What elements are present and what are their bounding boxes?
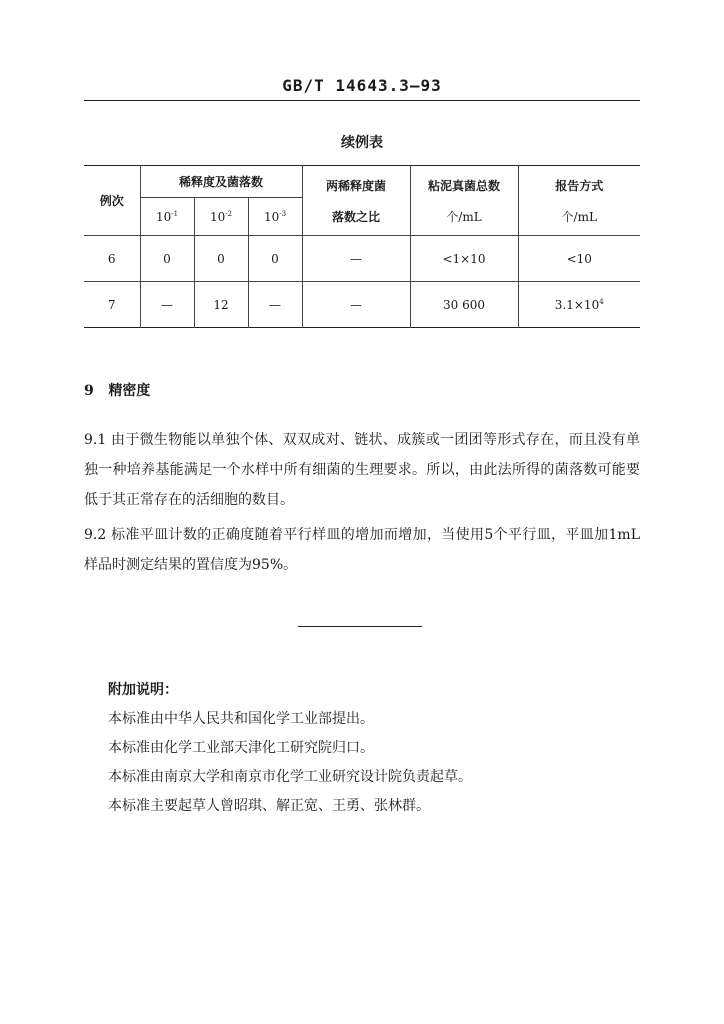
cell-dilution-3: 0 xyxy=(248,236,302,282)
cell-dilution-2: 12 xyxy=(194,282,248,328)
header-dilution-2: $10^{-2}$ xyxy=(194,198,248,236)
divider-rule xyxy=(298,626,422,627)
header-ratio xyxy=(302,166,410,236)
standard-code: GB/T 14643.3—93 xyxy=(282,76,442,95)
appendix xyxy=(108,676,472,821)
appendix-line: 本标准由化学工业部天津化工研究院归口。 xyxy=(108,740,374,756)
appendix-line: 本标准主要起草人曾昭琪、解正宽、王勇、张林群。 xyxy=(108,798,430,814)
cell-case: 7 xyxy=(84,282,140,328)
section-heading xyxy=(84,380,150,400)
cell-total: <1×10 xyxy=(410,236,518,282)
cell-ratio: — xyxy=(302,282,410,328)
header-dilution-1: $10^{-1}$ xyxy=(140,198,194,236)
cell-dilution-3: — xyxy=(248,282,302,328)
paragraph-9-1: 9.1 由于微生物能以单独个体、双双成对、链状、成簇或一团团等形式存在，而且没有单独一种培养基能满足一个水样中所有细菌的生理要求。所以，由此法所得的菌落数可能要低于其正常存在的活细胞的数目。 xyxy=(84,432,640,508)
paragraph-9-2: 9.2 标准平皿计数的正确度随着平行样皿的增加而增加，当使用5个平行皿，平皿加1mL样品时测定结果的置信度为95%。 xyxy=(84,527,640,573)
cell-total: 30 600 xyxy=(410,282,518,328)
header-ratio-line2: 落数之比 xyxy=(331,209,380,224)
cell-dilution-2: 0 xyxy=(194,236,248,282)
header-dilution-group: 稀释度及菌落数 xyxy=(140,166,302,198)
cell-dilution-1: — xyxy=(140,282,194,328)
section-number: 9 xyxy=(84,383,94,399)
cell-report: <10 xyxy=(518,236,640,282)
table-title: 续例表 xyxy=(341,135,383,151)
cell-dilution-1: 0 xyxy=(140,236,194,282)
table-row xyxy=(84,282,640,328)
header-report xyxy=(518,166,640,236)
cell-case: 6 xyxy=(84,236,140,282)
section-title: 精密度 xyxy=(108,383,151,399)
cell-report: $3.1\times 10^4$ xyxy=(518,282,640,328)
header-dilution-3: $10^{-3}$ xyxy=(248,198,302,236)
header-total-line2: 个/mL xyxy=(446,209,482,224)
header-total xyxy=(410,166,518,236)
appendix-line: 本标准由中华人民共和国化学工业部提出。 xyxy=(108,711,374,727)
header-report-line1: 报告方式 xyxy=(555,178,604,193)
data-table xyxy=(84,165,640,328)
header-rule xyxy=(84,100,640,101)
cell-ratio: — xyxy=(302,236,410,282)
header-report-line2: 个/mL xyxy=(561,209,597,224)
header-case: 例次 xyxy=(84,166,140,236)
table-row xyxy=(84,236,640,282)
appendix-line: 本标准由南京大学和南京市化学工业研究设计院负责起草。 xyxy=(108,769,472,785)
appendix-title: 附加说明： xyxy=(108,682,178,698)
header-ratio-line1: 两稀释度菌 xyxy=(325,178,386,193)
header-total-line1: 粘泥真菌总数 xyxy=(427,178,500,193)
